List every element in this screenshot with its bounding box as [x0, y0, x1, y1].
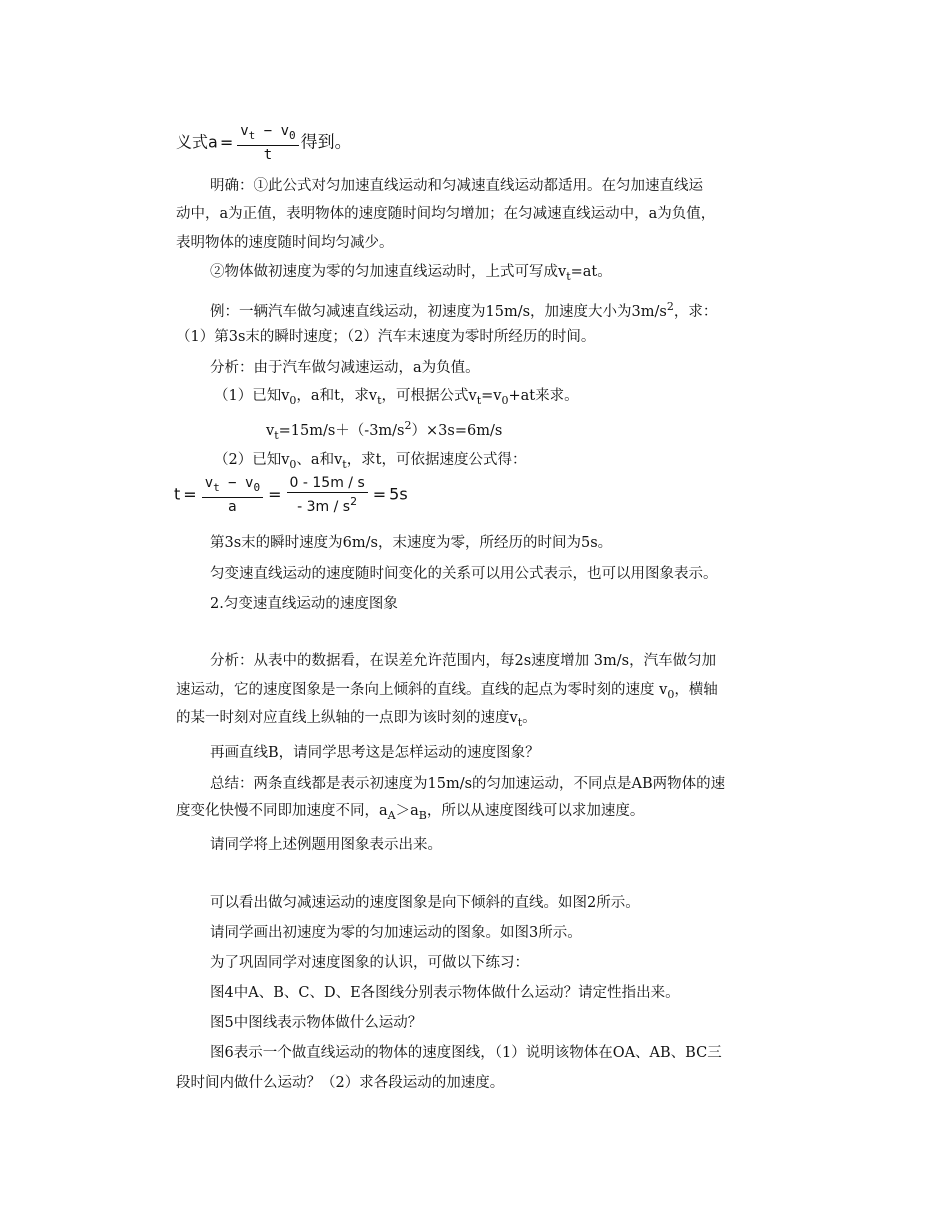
paragraph-zero-initial: ②物体做初速度为零的匀加速直线运动时，上式可写成$v_t=at$。 [210, 264, 612, 283]
analysis2-line2: 速运动，它的速度图象是一条向上倾斜的直线。直线的起点为零时刻的速度 $v_0$，横轴 [176, 682, 718, 701]
step1-line: （1）已知$v_0$，a和t，求$v_t$，可根据公式$v_t=v_0+at$来求。 [214, 388, 579, 407]
summary-line2: 度变化快慢不同即加速度不同，$a_A>a_B$，所以从速度图线可以求加速度。 [176, 803, 645, 822]
analysis2-line1: 分析：从表中的数据看，在误差允许范围内，每2s速度增加 3m/s，汽车做匀加 [210, 653, 717, 669]
step2-line: （2）已知$v_0$、a和$v_t$，求t，可依据速度公式得： [214, 452, 527, 471]
conclusion-line1: 第3s末的瞬时速度为6m/s，末速度为零，所经历的时间为5s。 [210, 535, 613, 551]
practice-intro: 为了巩固同学对速度图象的认识，可做以下练习： [210, 955, 529, 971]
figure2-text: 可以看出做匀减速运动的速度图象是向下倾斜的直线。如图2所示。 [210, 895, 640, 911]
example-line2: （1）第3s末的瞬时速度；（2）汽车末速度为零时所经历的时间。 [176, 329, 596, 345]
ask-graph: 请同学将上述例题用图象表示出来。 [210, 837, 442, 853]
formula-time: t = $\frac{v_t - v_0}{a}$ = $\frac{0 - 15m / s}{- 3m / s^2}$ = 5s [174, 475, 408, 515]
conclusion-line2: 匀变速直线运动的速度随时间变化的关系可以用公式表示，也可以用图象表示。 [210, 566, 718, 582]
paragraph-clarify-line1: 明确：①此公式对匀加速直线运动和匀减速直线运动都适用。在匀加速直线运 [210, 178, 703, 194]
line-b-question: 再画直线B，请同学思考这是怎样运动的速度图象？ [210, 745, 540, 761]
fraction-values: $\frac{0 - 15m / s}{- 3m / s^2}$ [287, 474, 368, 516]
section-heading: 2.匀变速直线运动的速度图象 [210, 596, 398, 612]
step1-calculation: $v_t=15m/s+(-3m/s^2)\times 3s=6m/s$ [266, 419, 503, 442]
summary-line1: 总结：两条直线都是表示初速度为15m/s的匀加速运动，不同点是AB两物体的速 [210, 776, 726, 792]
paragraph-clarify-line3: 表明物体的速度随时间均匀减少。 [176, 235, 394, 251]
example-line1: 例：一辆汽车做匀减速直线运动，初速度为15m/s，加速度大小为$3m/s^2$，求： [210, 300, 718, 320]
figure6-line2: 段时间内做什么运动？（2）求各段运动的加速度。 [176, 1075, 505, 1091]
figure3-text: 请同学画出初速度为零的匀加速运动的图象。如图3所示。 [210, 925, 582, 941]
formula-definition: 义式a = $\frac{v_t - v_0}{t}$ 得到。 [176, 123, 352, 163]
figure4-text: 图4中A、B、C、D、E各图线分别表示物体做什么运动？请定性指出来。 [210, 985, 680, 1001]
figure5-text: 图5中图线表示物体做什么运动？ [210, 1015, 423, 1031]
figure6-line1: 图6表示一个做直线运动的物体的速度图线，（1）说明该物体在OA、AB、BC三 [210, 1045, 722, 1061]
analysis2-line3: 的某一时刻对应直线上纵轴的一点即为该时刻的速度$v_t$。 [176, 710, 537, 729]
fraction-velocity: $\frac{v_t - v_0}{a}$ [202, 474, 263, 516]
analysis-line: 分析：由于汽车做匀减速运动，a为负值。 [210, 360, 480, 376]
paragraph-clarify-line2: 动中，a为正值，表明物体的速度随时间均匀增加；在匀减速直线运动中，a为负值， [176, 206, 716, 222]
fraction: $\frac{v_t - v_0}{t}$ [237, 122, 298, 164]
